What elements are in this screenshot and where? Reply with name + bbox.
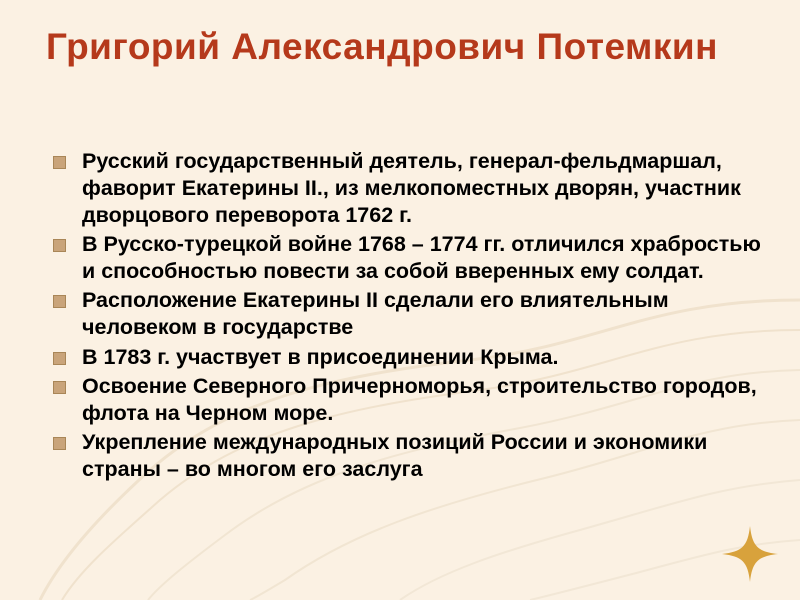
list-item-text: Русский государственный деятель, генерал-фельдмаршал, фаворит Екатерины II., из мелкопоместных дворян, участник дворцового переворота 1762 г. [82, 149, 741, 228]
square-bullet-icon [53, 295, 66, 308]
list-item [40, 148, 770, 229]
list-item [40, 344, 770, 371]
list-item-text: Расположение Екатерины II сделали его влиятельным человеком в государстве [82, 288, 669, 340]
list-item-text: Освоение Северного Причерноморья, строительство городов, флота на Черном море. [82, 373, 757, 425]
star-decoration-icon [722, 526, 778, 582]
square-bullet-icon [53, 352, 66, 365]
list-item-text: В 1783 г. участвует в присоединении Крыма. [82, 344, 559, 369]
square-bullet-icon [53, 381, 66, 394]
square-bullet-icon [53, 156, 66, 169]
list-item [40, 373, 770, 427]
list-item-text: Укрепление международных позиций России и экономики страны – во многом его заслуга [82, 429, 708, 481]
list-item [40, 231, 770, 285]
square-bullet-icon [53, 239, 66, 252]
square-bullet-icon [53, 437, 66, 450]
list-item-text: В Русско-турецкой войне 1768 – 1774 гг. отличился храбростью и способностью повести за собой вверенных ему солдат. [82, 232, 761, 284]
list-item [40, 429, 770, 483]
bullet-list [40, 148, 770, 485]
list-item [40, 287, 770, 341]
page-title: Григорий Александрович Потемкин [46, 26, 719, 67]
